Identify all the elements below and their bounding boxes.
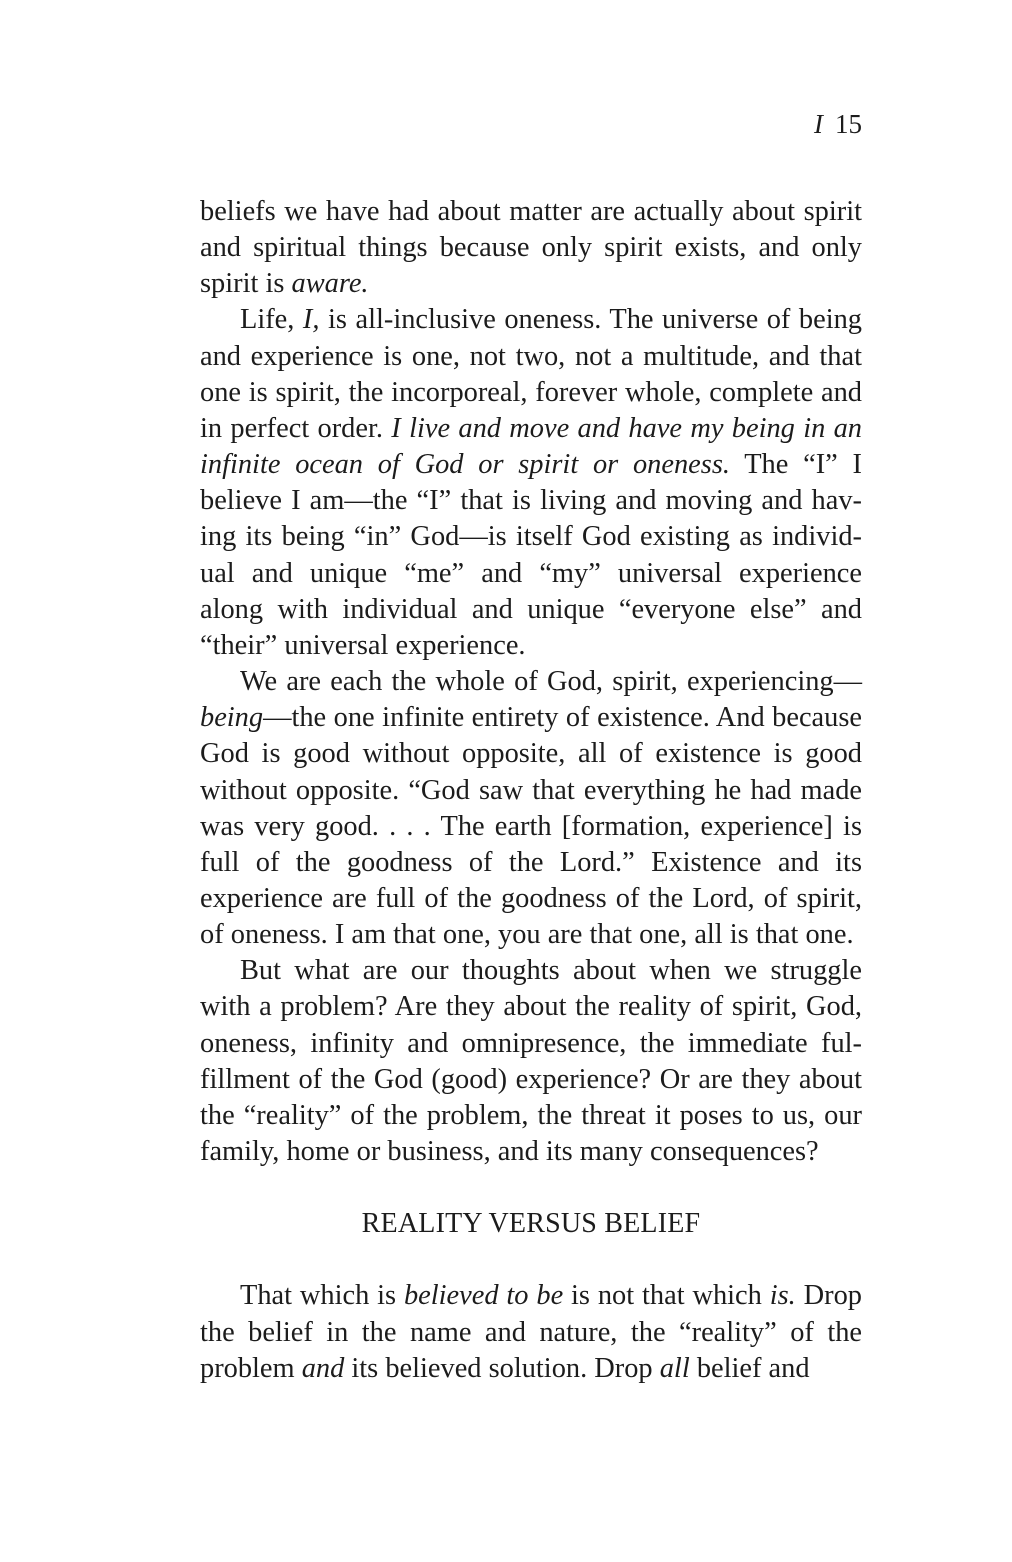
paragraph-1-text: beliefs we have had about matter are actually about spirit and spiritual things because only spirit exists, and only spirit is [200,196,862,300]
paragraph-life [200,302,862,664]
paragraph-believed [200,1278,862,1386]
paragraph-thoughts [200,953,862,1170]
emphasis-all: all [659,1352,690,1384]
running-head-title: I [814,109,823,139]
paragraph-5-text-b: is not that which [563,1280,770,1312]
paragraph-2-text-a: Life, [240,304,303,336]
paragraph-5-text-e: belief and [689,1352,810,1384]
emphasis-infinite-ocean: I live and move and have my being in an infinite ocean of God or spirit or oneness. [200,412,862,481]
paragraph-3-text-a: We are each the whole of God, spirit, experiencing— [240,666,862,698]
paragraph-2-text-c: The “I” I believe I am—the “I” that is living and moving and having its being “in” God—is itself God existing as individual and unique “me” and “my” universal experience along with individual and unique “everyone else” and “their” universal experience. [200,449,862,661]
emphasis-being: being [200,702,264,734]
emphasis-and: and [301,1352,345,1384]
emphasis-is: is. [769,1280,796,1312]
paragraph-5-text-d: its believed solution. Drop [344,1352,660,1384]
section-heading: REALITY VERSUS BELIEF [361,1208,701,1240]
paragraph-continuation [200,194,862,302]
running-head [814,106,862,142]
page-body [200,194,862,1387]
paragraph-5-text-c: Drop the belief in the name and nature, the “reality” of the problem [200,1280,862,1384]
paragraph-5-text-a: That which is [240,1280,404,1312]
paragraph-3-text-b: —the one infinite entirety of existence. And because God is good without opposite, all of existence is good without opposite. “God saw that everything he had made was very good. . . . The earth [formation, experience] is full of the goodness of the Lord.” Existence and its experience are full of the goodness of the Lord, of spirit, of oneness. I am that one, you are that one, all is that one. [200,702,862,951]
paragraph-4-text: But what are our thoughts about when we struggle with a problem? Are they about the reality of spirit, God, oneness, infinity and omnipresence, the immediate fulfillment of the God (good) experience? Or are they about the “reality” of the problem, the threat it poses to us, our family, home or business, and its many consequences? [200,955,862,1168]
paragraph-2-text-b: is all-inclusive oneness. The universe of being and experience is one, not two, not a multitude, and that one is spirit, the incorporeal, forever whole, complete and in perfect order. [200,304,862,444]
emphasis-aware: aware. [291,268,369,300]
emphasis-i: I, [302,304,320,336]
page-number: 15 [835,109,862,139]
paragraph-whole-of-god [200,664,862,953]
emphasis-believed-to-be: believed to be [403,1280,564,1312]
